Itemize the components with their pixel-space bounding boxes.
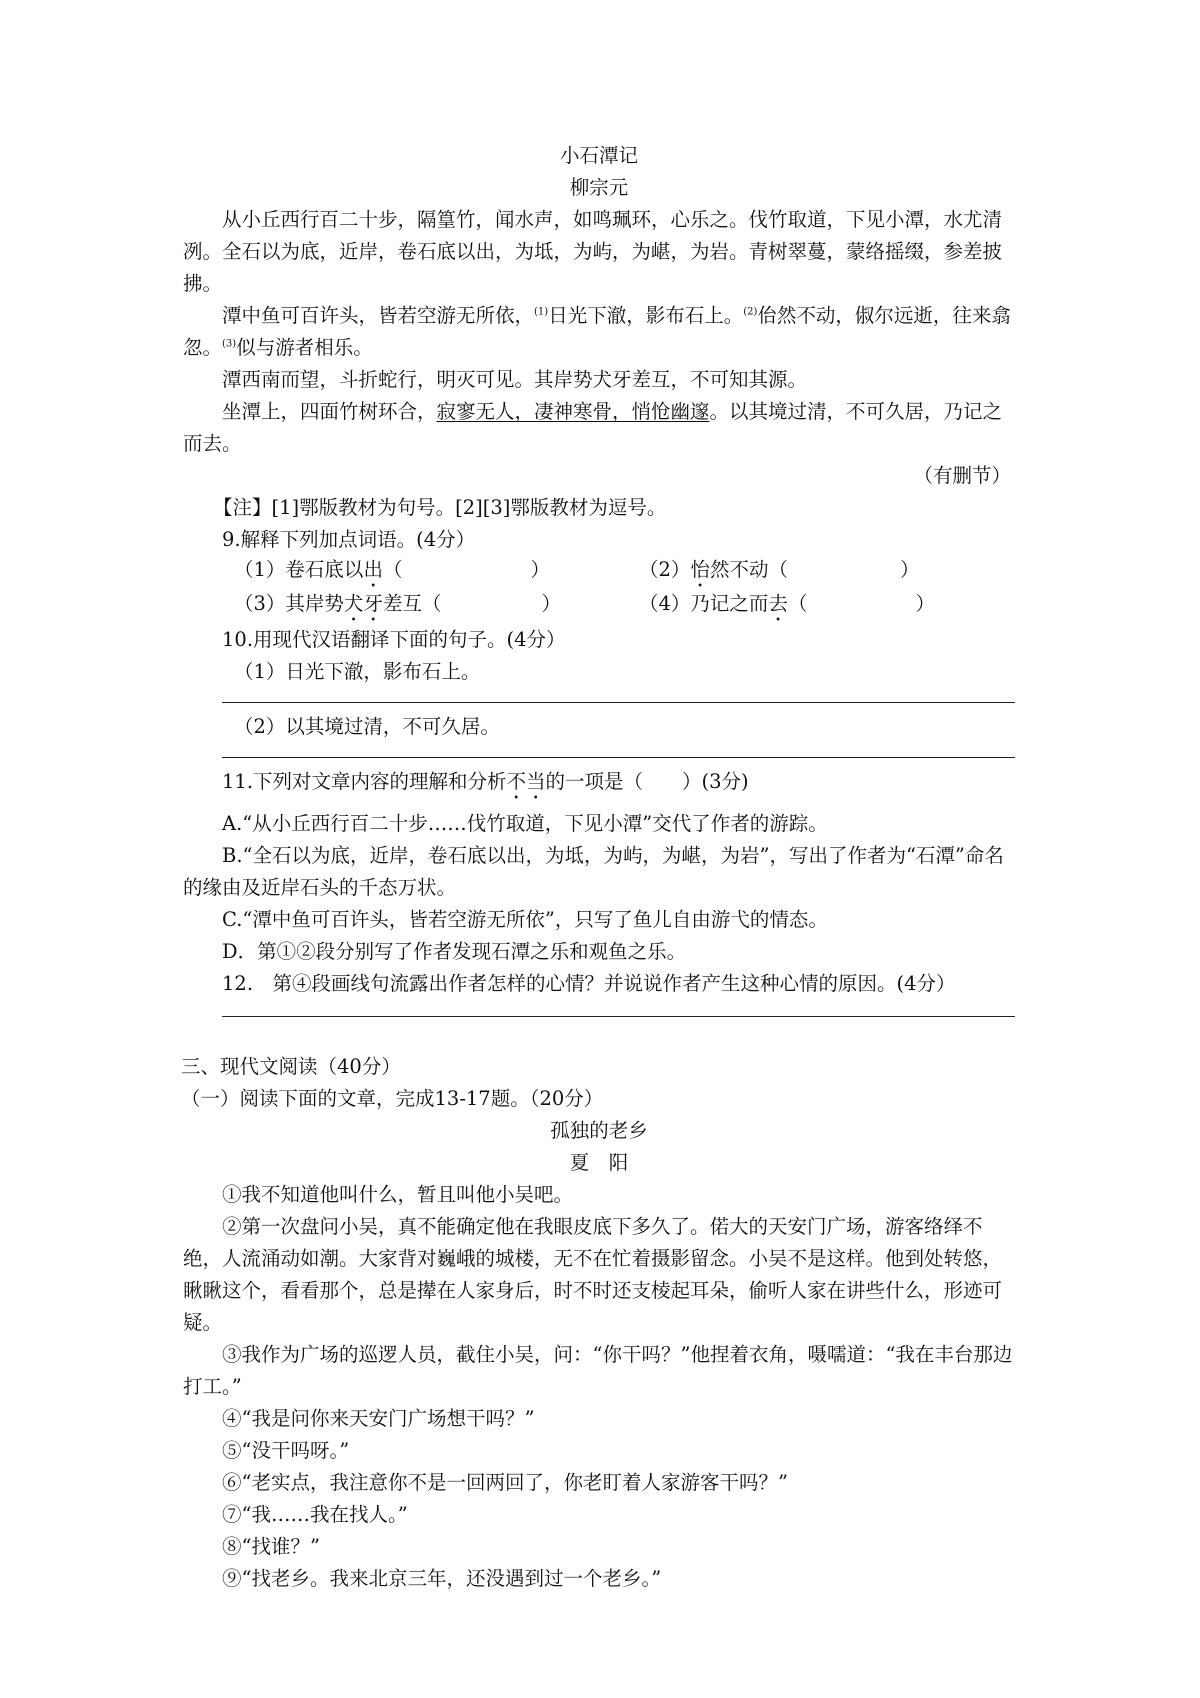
article-paragraph: ③我作为广场的巡逻人员，截住小吴，问：“你干吗？”他捏着衣角，嗫嚅道：“我在丰台那边打工。” — [183, 1343, 1013, 1398]
question-12-stem: 12. 第④段画线句流露出作者怎样的心情？并说说作者产生这种心情的原因。(4分） — [222, 972, 956, 995]
dotted-word: 犬 — [343, 592, 364, 615]
poem-title: 小石潭记 — [559, 144, 638, 167]
option-c: C.“潭中鱼可百许头，皆若空游无所依”，只写了鱼儿自由游弋的情态。 — [222, 908, 828, 931]
dotted-word: 牙 — [363, 592, 383, 615]
article-author: 夏 阳 — [569, 1151, 629, 1174]
footnote-marker-2: (2) — [743, 306, 758, 318]
answer-line — [222, 757, 1015, 758]
classical-paragraph-1: 从小丘西行百二十步，隔篁竹，闻水声，如鸣珮环，心乐之。伐竹取道，下见小潭，水尤清冽。全石以为底，近岸，卷石底以出，为坻，为屿，为嵁，为岩。青树翠蔓，蒙络摇缀，参差披拂。 — [183, 208, 1003, 295]
question-9-row-1: （1）卷石底以出（ ） （2）怡然不动（ ） — [234, 558, 920, 581]
subsection-heading: （一）阅读下面的文章，完成13-17题。（20分） — [181, 1087, 604, 1110]
article-paragraph: ①我不知道他叫什么，暂且叫他小吴吧。 — [222, 1183, 574, 1206]
section-heading: 三、现代文阅读（40分） — [181, 1055, 401, 1078]
annotation-note: 【注】[1]鄂版教材为句号。[2][3]鄂版教材为逗号。 — [213, 496, 667, 519]
dotted-word: 出 — [363, 558, 383, 581]
abridged-note: （有删节） — [913, 464, 1011, 487]
article-paragraph: ⑤“没干吗呀。” — [222, 1439, 350, 1462]
classical-paragraph-3: 潭西南而望，斗折蛇行，明灭可见。其岸势犬牙差互，不可知其源。 — [222, 368, 808, 391]
footnote-marker-3: (3) — [222, 338, 237, 350]
footnote-marker-1: (1) — [534, 306, 549, 318]
classical-paragraph-4: 坐潭上，四面竹树环合，寂寥无人，凄神寒骨，悄怆幽邃。以其境过清，不可久居，乃记之而去。 — [183, 400, 1003, 455]
question-10-stem: 10.用现代汉语翻译下面的句子。(4分） — [222, 628, 566, 651]
article-paragraph: ⑨“找老乡。我来北京三年，还没遇到过一个老乡。” — [222, 1567, 662, 1590]
article-paragraph: ④“我是问你来天安门广场想干吗？” — [222, 1407, 535, 1430]
classical-paragraph-2: 潭中鱼可百许头，皆若空游无所依，$^{(1)}$日光下澈，影布石上。$^{(2)}$佁然不动，俶尔远逝，往来翕忽。$^{(3)}$似与游者相乐。 — [183, 304, 1011, 359]
question-11-stem: 11.下列对文章内容的理解和分析不当的一项是（ ）(3分) — [222, 770, 749, 793]
option-d: D．第①②段分别写了作者发现石潭之乐和观鱼之乐。 — [222, 940, 687, 963]
article-paragraph: ⑥“老实点，我注意你不是一回两回了，你老盯着人家游客干吗？” — [222, 1471, 788, 1494]
answer-line — [222, 702, 1015, 703]
question-10-sentence-2: （2）以其境过清，不可久居。 — [234, 715, 500, 738]
answer-line — [222, 1016, 1015, 1017]
question-9-stem: 9.解释下列加点词语。(4分） — [222, 528, 476, 551]
dotted-word: 当 — [526, 770, 546, 793]
option-b: B.“全石以为底，近岸，卷石底以出，为坻，为屿，为嵁，为岩”，写出了作者为“石潭”命名的缘由及近岸石头的千态万状。 — [183, 844, 1004, 899]
exam-page — [183, 140, 1015, 1595]
poem-author: 柳宗元 — [569, 176, 629, 199]
dotted-word: 去 — [768, 592, 788, 615]
article-paragraph: ⑧“找谁？” — [222, 1535, 320, 1558]
dotted-word: 怡 — [690, 558, 710, 581]
question-9-row-2: （3）其岸势犬牙差互（ ） （4）乃记之而去（ ） — [234, 592, 935, 615]
article-paragraph: ②第一次盘问小吴，真不能确定他在我眼皮底下多久了。偌大的天安门广场，游客络绎不绝，人流涌动如潮。大家背对巍峨的城楼，无不在忙着摄影留念。小吴不是这样。他到处转悠，瞅瞅这个，看看那个，总是撵在人家身后，时不时还支棱起耳朵，偷听人家在讲些什么，形迹可疑。 — [183, 1215, 1003, 1334]
article-paragraph: ⑦“我……我在找人。” — [222, 1503, 408, 1526]
dotted-word: 不 — [506, 770, 527, 793]
underlined-sentence: 寂寥无人，凄神寒骨，悄怆幽邃 — [436, 400, 710, 423]
question-10-sentence-1: （1）日光下澈，影布石上。 — [234, 660, 481, 683]
option-a: A.“从小丘西行百二十步……伐竹取道，下见小潭”交代了作者的游踪。 — [222, 812, 828, 835]
article-title: 孤独的老乡 — [550, 1119, 648, 1142]
